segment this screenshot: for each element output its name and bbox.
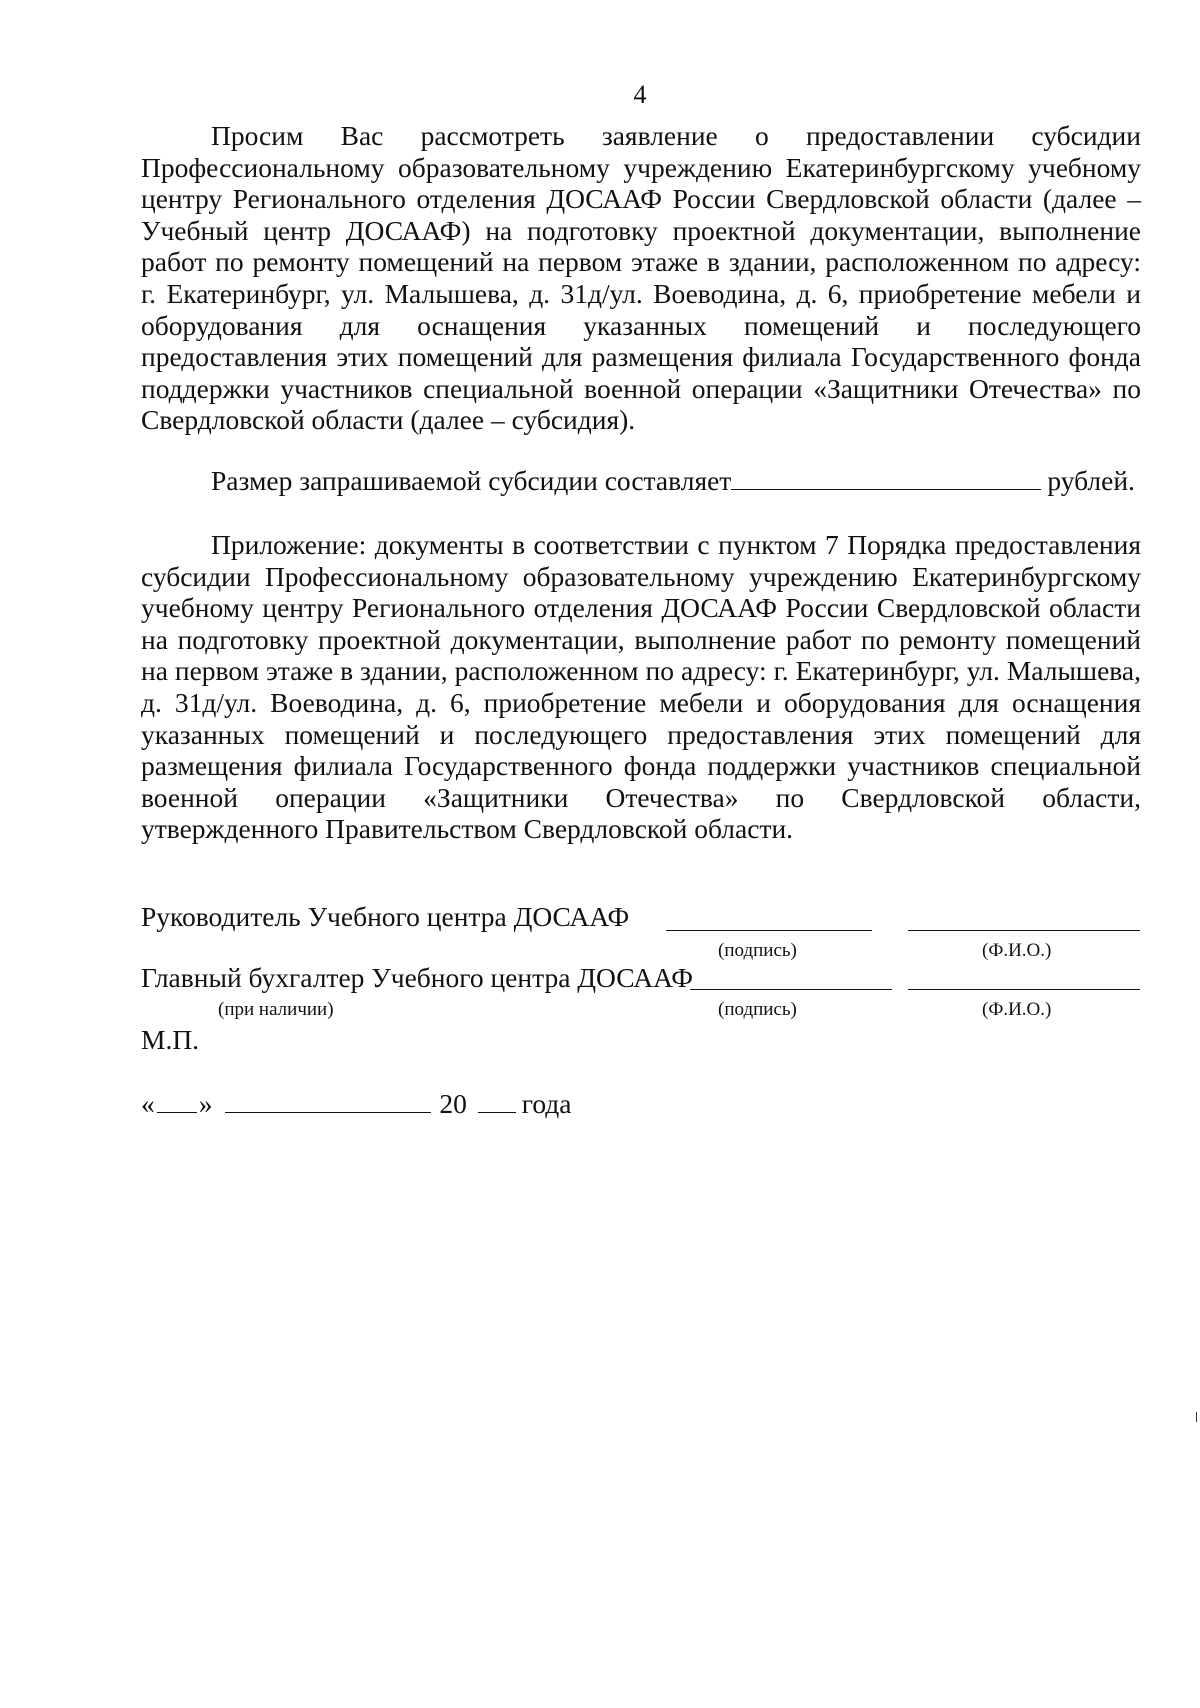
date-open-quote: «	[141, 1088, 155, 1119]
if-available-caption: (при наличии)	[218, 999, 334, 1020]
date-line	[141, 1088, 572, 1120]
head-signature-caption: (подпись)	[718, 940, 797, 961]
day-blank-field[interactable]	[157, 1090, 197, 1113]
subsidy-amount-line	[211, 465, 1135, 497]
head-signature-line[interactable]	[666, 930, 872, 931]
page-number: 4	[633, 80, 647, 109]
date-close-quote: »	[198, 1088, 213, 1119]
request-paragraph: Просим Вас рассмотреть заявление о предоставлении субсидии Профессиональному образовательному учреждению Екатеринбургскому учебному центру Регионального отделения ДОСААФ России Свердловской области (далее – Учебный центр ДОСААФ) на подготовку проектной документации, выполнение работ по ремонту помещений на первом этаже в здании, расположенном по адресу: г. Екатеринбург, ул. Малышева, д. 31д/ул. Воеводина, д. 6, приобретение мебели и оборудования для оснащения указанных помещений и последующего предоставления этих помещений для размещения филиала Государственного фонда поддержки участников специальной военной операции «Защитники Отечества» по Свердловской области (далее – субсидия).	[141, 120, 1141, 436]
attachment-paragraph: Приложение: документы в соответствии с пунктом 7 Порядка предоставления субсидии Профессиональному образовательному учреждению Екатеринбургскому учебному центру Регионального отделения ДОСААФ России Свердловской области на подготовку проектной документации, выполнение работ по ремонту помещений на первом этаже в здании, расположенном по адресу: г. Екатеринбург, ул. Малышева, д. 31д/ул. Воеводина, д. 6, приобретение мебели и оборудования для оснащения указанных помещений и последующего предоставления этих помещений для размещения филиала Государственного фонда поддержки участников специальной военной операции «Защитники Отечества» по Свердловской области, утвержденного Правительством Свердловской области.	[141, 529, 1141, 845]
head-signature-label: Руководитель Учебного центра ДОСААФ	[141, 901, 630, 932]
year-blank-field[interactable]	[478, 1090, 516, 1113]
head-name-caption: (Ф.И.О.)	[982, 940, 1052, 961]
scan-artifact-mark	[1196, 1412, 1197, 1422]
accountant-signature-caption: (подпись)	[718, 999, 797, 1020]
head-name-line[interactable]	[908, 930, 1140, 931]
amount-suffix: рублей.	[1047, 465, 1135, 496]
amount-prefix: Размер запрашиваемой субсидии составляет	[211, 465, 732, 496]
date-century: 20	[439, 1088, 467, 1119]
accountant-name-caption: (Ф.И.О.)	[982, 999, 1052, 1020]
amount-blank-field[interactable]	[731, 467, 1041, 490]
accountant-signature-line[interactable]	[690, 989, 892, 990]
month-blank-field[interactable]	[225, 1090, 431, 1113]
stamp-place-label: М.П.	[141, 1024, 200, 1055]
date-year-word: года	[521, 1088, 572, 1119]
accountant-signature-label: Главный бухгалтер Учебного центра ДОСААФ	[141, 962, 693, 993]
accountant-name-line[interactable]	[908, 989, 1140, 990]
